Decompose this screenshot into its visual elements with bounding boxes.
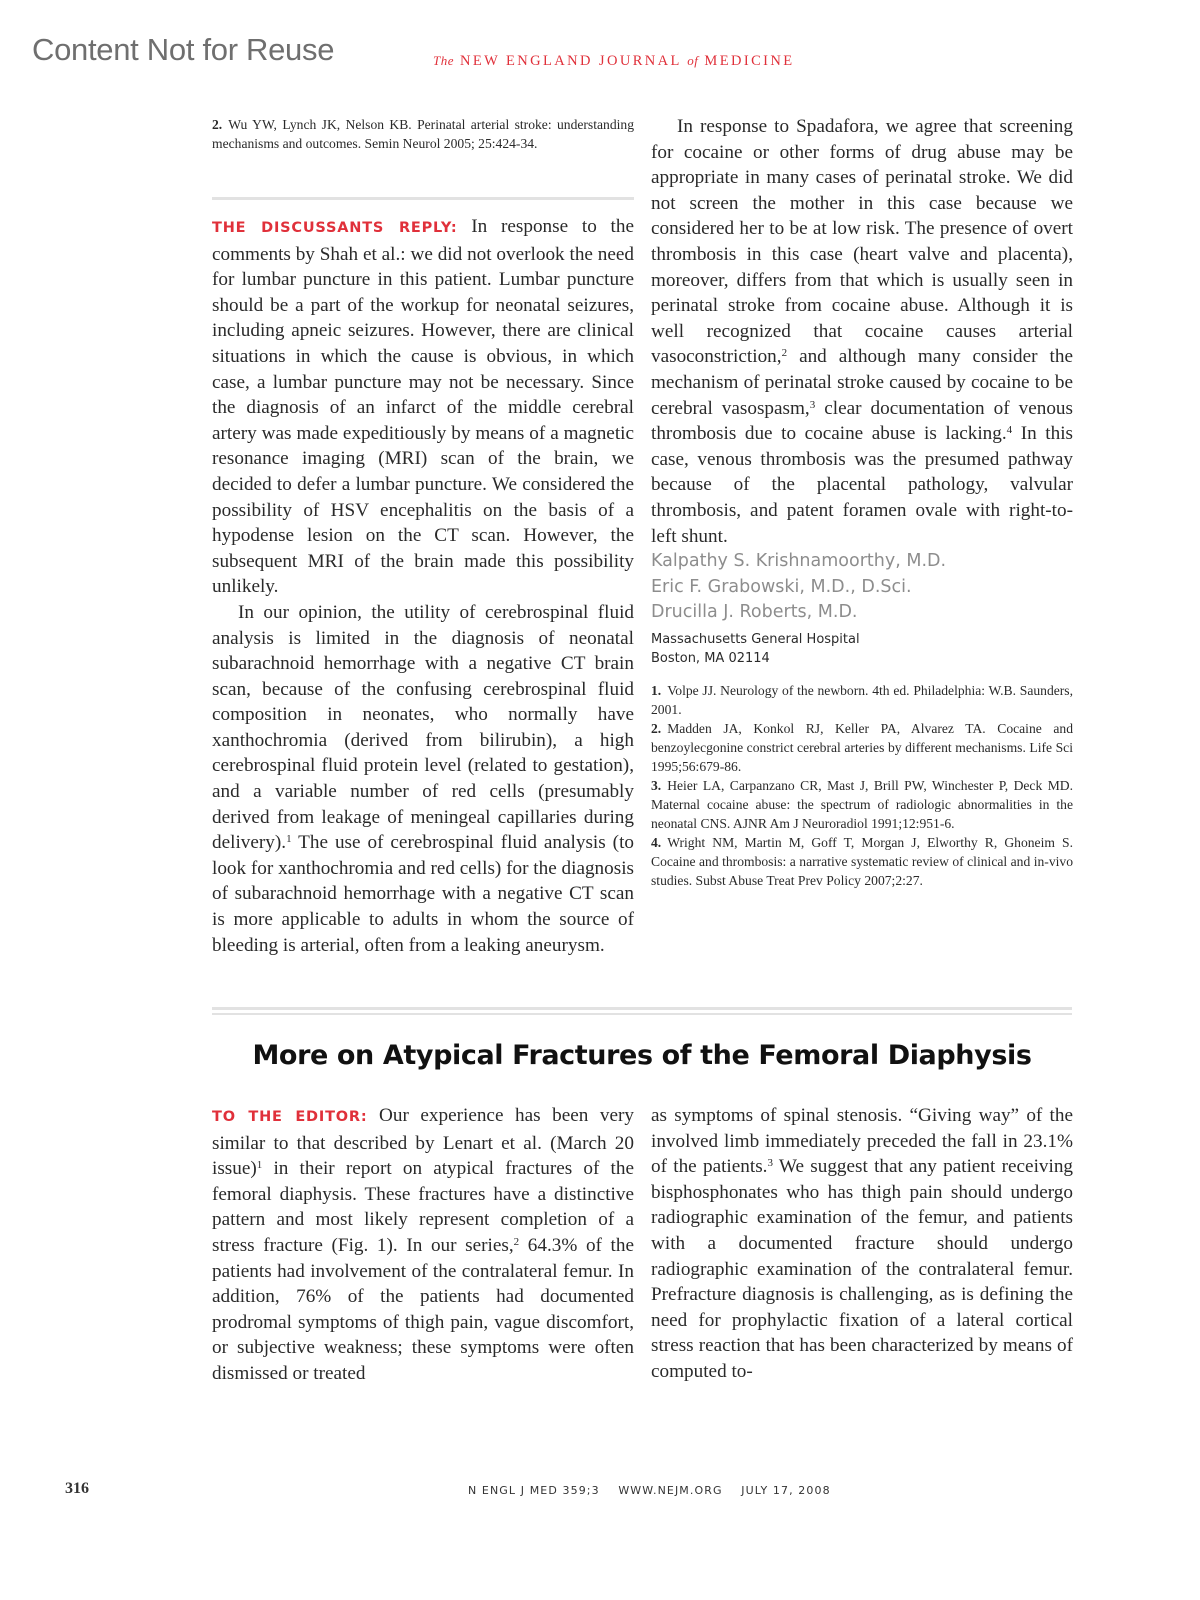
citation-superscript: 2 — [781, 347, 788, 360]
reference-item — [651, 719, 1073, 776]
paragraph-text: 64.3% of the patients had involvement of the contralateral femur. In addition, 76% of the patients had documented prodromal symptoms of thigh pain, vague discomfort, or subjective weakness; these symptoms were often dismissed or treated — [212, 1234, 634, 1384]
reference-item — [651, 776, 1073, 833]
reference-text: Wu YW, Lynch JK, Nelson KB. Perinatal arterial stroke: understanding mechanisms and outcomes. Semin Neurol 2005; 25:424-34. — [212, 117, 634, 151]
article-right-column — [651, 1103, 1073, 1385]
citation-superscript: 3 — [809, 398, 816, 411]
author-location: Boston, MA 02114 — [651, 650, 770, 666]
reference-number: 3. — [651, 777, 662, 793]
article-paragraph — [212, 1103, 634, 1387]
reference-text: Madden JA, Konkol RJ, Keller PA, Alvarez TA. Cocaine and benzoylecgonine constrict cerebral arteries by different mechanisms. Life Sci 1995;56:679-86. — [651, 720, 1073, 774]
section-divider — [212, 197, 634, 200]
author-institution: Massachusetts General Hospital — [651, 631, 860, 647]
reference-item — [651, 681, 1073, 719]
footer-date: JULY 17, 2008 — [741, 1484, 831, 1497]
author-signature: Drucilla J. Roberts, M.D. — [651, 602, 858, 623]
article-divider — [212, 1007, 1072, 1010]
section-label: THE DISCUSSANTS REPLY: — [212, 220, 458, 236]
paragraph-text: In our opinion, the utility of cerebrospinal fluid analysis is limited in the diagnosis of neonatal subarachnoid hemorrhage with a negative CT brain scan, because of the confusing cerebrospinal fluid composition in neonates, who normally have xanthochromia (derived from bilirubin), a high cerebrospinal fluid protein level (related to gestation), and a variable number of red cells (presumably derived from leakage of meningeal capillaries during delivery). — [212, 601, 634, 854]
reference-item — [212, 115, 634, 153]
reference-text: Volpe JJ. Neurology of the newborn. 4th ed. Philadelphia: W.B. Saunders, 2001. — [651, 682, 1073, 717]
footer-site: WWW.NEJM.ORG — [618, 1484, 723, 1497]
right-column-reply — [651, 114, 1073, 890]
paragraph-text: In response to Spadafora, we agree that screening for cocaine or other forms of drug abuse may be appropriate in many cases of perinatal stroke. We did not screen the mother in this case because we considered her to be at low risk. The presence of overt thrombosis in this case (heart valve and placenta), moreover, differs from that which is usually seen in perinatal stroke from cocaine abuse. Although it is well recognized that cocaine causes arterial vasoconstriction, — [651, 116, 1073, 368]
section-label: TO THE EDITOR: — [212, 1109, 368, 1125]
citation-superscript: 1 — [256, 1159, 263, 1172]
paragraph-text: In this case, venous thrombosis was the presumed pathway because of the placental pathology, valvular thrombosis, and patent foramen ovale with right-to-left shunt. — [651, 423, 1073, 547]
reply-paragraph-1 — [212, 214, 634, 600]
page-number: 316 — [65, 1480, 89, 1497]
paragraph-text: in their report on atypical fractures of the femoral diaphysis. These fractures have a distinctive pattern and most likely represent completion of a stress fracture (Fig. 1). In our series, — [212, 1158, 634, 1256]
paragraph-text: In response to the comments by Shah et al.: we did not overlook the need for lumbar puncture in this patient. Lumbar puncture should be a part of the workup for neonatal seizures, including apneic seizures. However, there are clinical situations in which the cause is obvious, in which case, a lumbar puncture may not be necessary. Since the diagnosis of an infarct of the middle cerebral artery was made expeditiously by means of a magnetic resonance imaging (MRI) scan of the brain, we decided to defer a lumbar puncture. We considered the possibility of HSV encephalitis on the basis of a hypodense lesion on the CT scan. However, the subsequent MRI of the brain made this possibility unlikely. — [212, 216, 634, 598]
article-divider — [212, 1013, 1072, 1015]
paragraph-text: as symptoms of spinal stenosis. “Giving way” of the involved limb immediately preceded the fall in 23.1% of the patients. — [651, 1105, 1073, 1178]
reference-item — [651, 833, 1073, 890]
citation-superscript: 2 — [513, 1235, 520, 1248]
left-column-reply — [212, 214, 634, 958]
paragraph-text: Our experience has been very similar to that described by Lenart et al. (March 20 issue) — [212, 1105, 634, 1180]
citation-superscript: 4 — [1006, 424, 1013, 437]
paragraph-text: clear documentation of venous thrombosis due to cocaine abuse is lacking. — [651, 397, 1073, 445]
paragraph-text: and although many consider the mechanism of perinatal stroke caused by cocaine to be cerebral vasospasm, — [651, 346, 1073, 419]
author-signature: Eric F. Grabowski, M.D., D.Sci. — [651, 576, 912, 597]
masthead-of: of — [687, 53, 699, 68]
reply-paragraph-2 — [212, 600, 634, 958]
reference-number: 4. — [651, 834, 662, 850]
article-title: More on Atypical Fractures of the Femoral Diaphysis — [252, 1040, 1032, 1071]
paragraph-text: We suggest that any patient receiving bisphosphonates who has thigh pain should undergo radiographic examination of the femur, and patients with a documented fracture should undergo radiographic examination of the contralateral femur. Prefracture diagnosis is challenging, as is defining the need for prophylactic fixation of a lateral cortical stress reaction that has been characterized by means of computed to- — [651, 1156, 1074, 1382]
watermark: Content Not for Reuse — [32, 32, 335, 67]
reference-number: 1. — [651, 682, 662, 698]
article-paragraph — [651, 1103, 1073, 1385]
author-signature: Kalpathy S. Krishnamoorthy, M.D. — [651, 551, 947, 572]
masthead-name-b: MEDICINE — [704, 53, 795, 69]
reference-text: Wright NM, Martin M, Goff T, Morgan J, Elworthy R, Ghoneim S. Cocaine and thrombosis: a narrative systematic review of clinical and in-vivo studies. Subst Abuse Treat Prev Policy 2007;2:27. — [651, 834, 1073, 888]
citation-superscript: 1 — [286, 833, 292, 846]
reference-text: Heier LA, Carpanzano CR, Mast J, Brill PW, Winchester P, Deck MD. Maternal cocaine abuse: the spectrum of radiologic abnormalities in the neonatal CNS. AJNR Am J Neuroradiol 1991;12:951-6. — [651, 777, 1073, 831]
journal-masthead — [433, 53, 795, 70]
paragraph-text: The use of cerebrospinal fluid analysis (to look for xanthochromia and red cells) for the diagnosis of subarachnoid hemorrhage with a negative CT scan is more applicable to adults in whom the source of bleeding is arterial, often from a leaking aneurysm. — [212, 832, 635, 956]
masthead-the: The — [433, 53, 454, 68]
reply-paragraph-3 — [651, 114, 1073, 549]
left-column-top — [212, 115, 634, 153]
running-footer — [468, 1484, 845, 1497]
footer-journal: N ENGL J MED 359;3 — [468, 1484, 600, 1497]
reference-number: 2. — [651, 720, 662, 736]
masthead-name-a: NEW ENGLAND JOURNAL — [460, 53, 682, 69]
citation-superscript: 3 — [767, 1157, 773, 1170]
reference-list — [651, 681, 1073, 890]
reference-number: 2. — [212, 117, 223, 132]
article-left-column — [212, 1103, 634, 1387]
